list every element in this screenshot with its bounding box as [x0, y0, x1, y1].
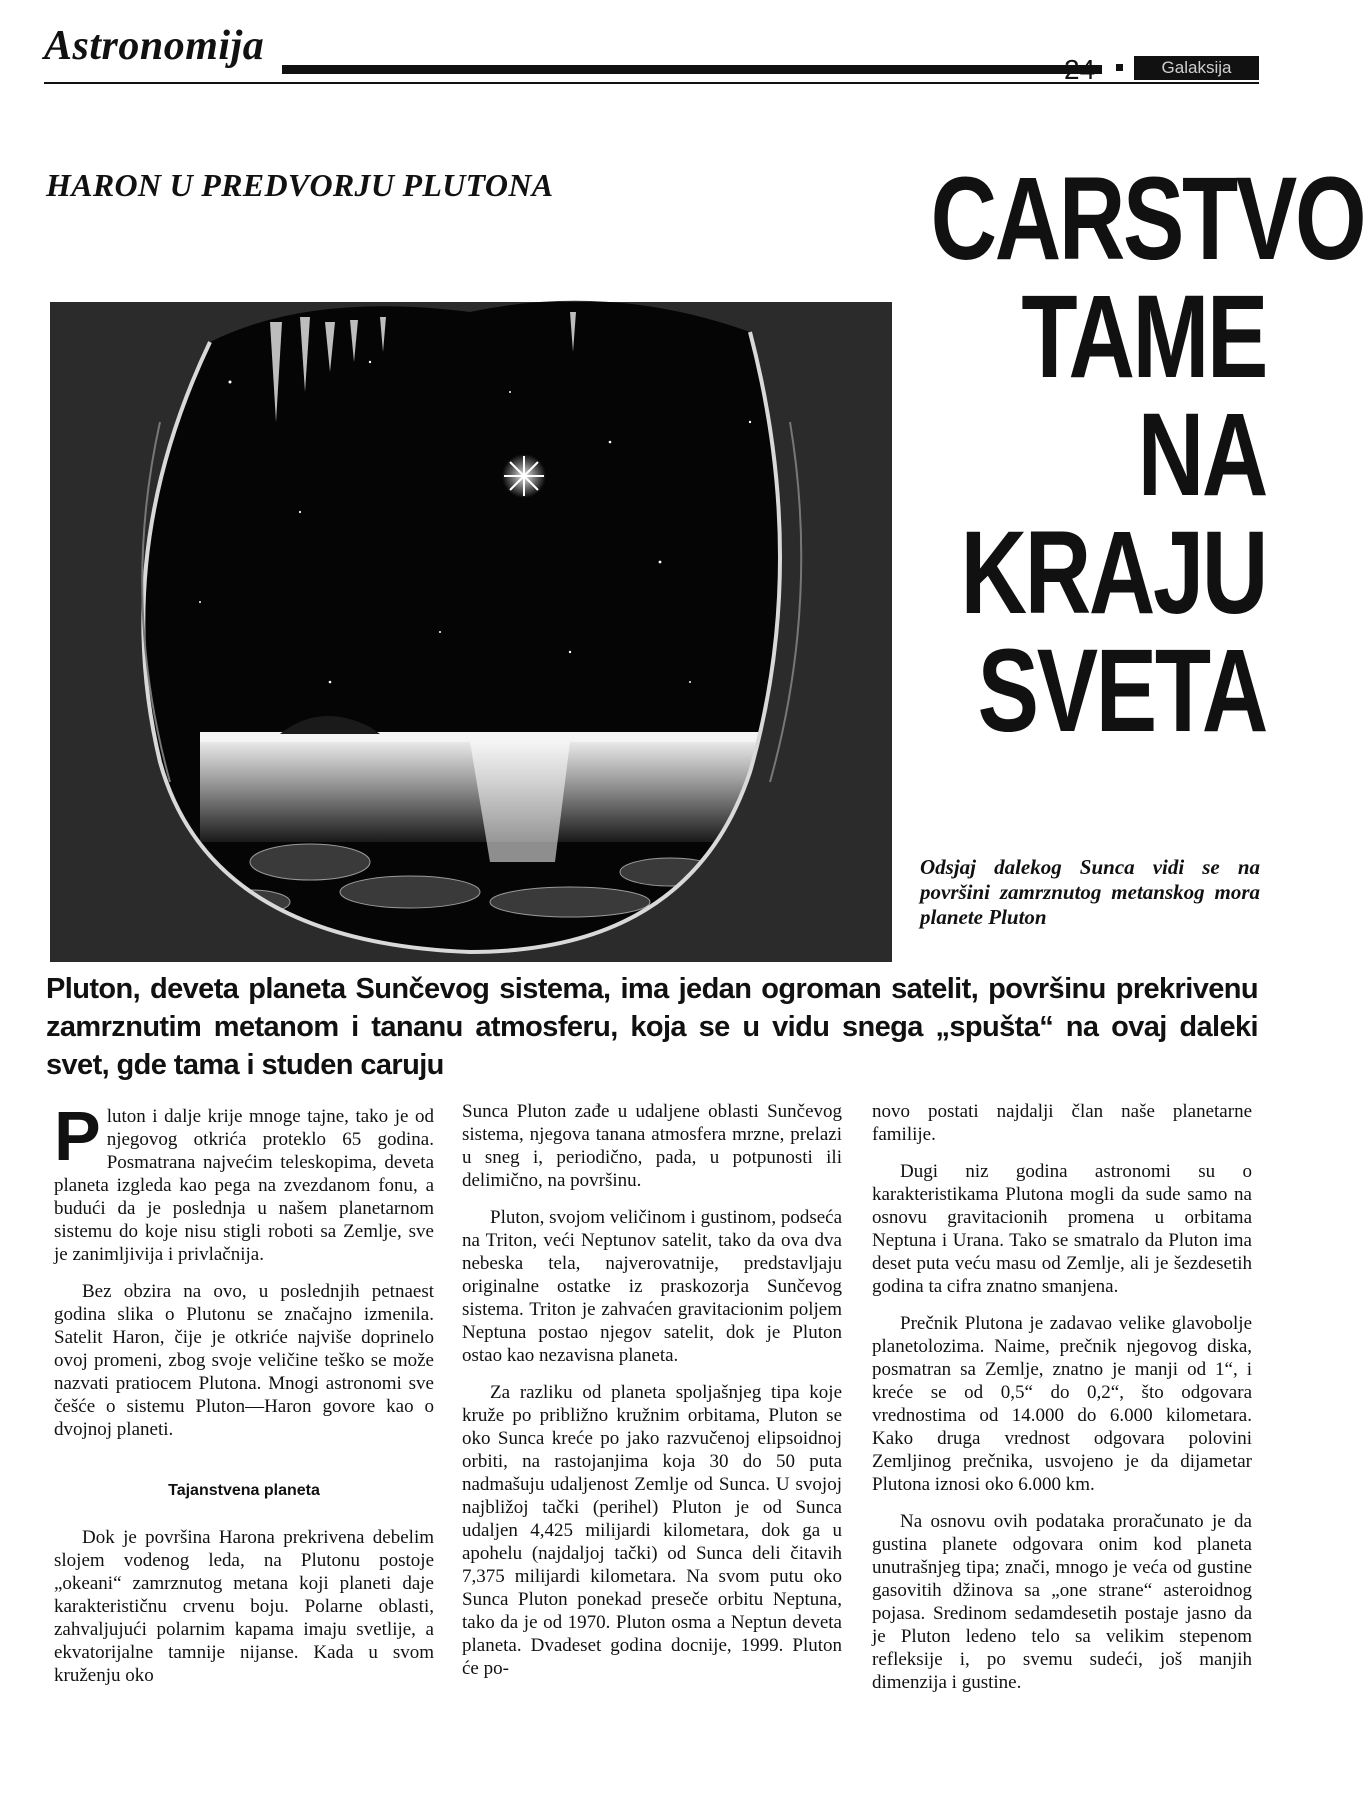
article-column-3: [872, 1100, 1252, 1708]
drop-cap: P: [54, 1097, 101, 1175]
magazine-name: Galaksija: [1134, 56, 1259, 80]
article-headline: [930, 153, 1364, 757]
image-caption: Odsjaj dalekog Sunca vidi se na površini zamrznutog metanskog mora planete Pluton: [920, 855, 1260, 929]
paragraph: Na osnovu ovih podataka proračunato je da gustina planete odgovara onim kod planeta unutrašnjeg tipa; znači, mnogo je veća od gustine gasovitih džinova sa „one strane“ asteroidnog pojasa. Sredinom sedamdesetih postaje jasno da je Pluton ledeno telo sa velikim stepenom refleksije i, po svemu sudeći, još manjih dimenzija i gustine.: [872, 1511, 1252, 1693]
paragraph: Pluton, svojom veličinom i gustinom, podseća na Triton, veći Neptunov satelit, tako da ova dva nebeska tela, najverovatnije, predstavljaju originalne ostatke iz praskozorja Sunčevog sistema. Triton je zahvaćen gravitacionim poljem Neptuna postao njegov satelit, dok je Pluton ostao kao nezavisna planeta.: [462, 1207, 843, 1366]
paragraph: novo postati najdalji član naše planetarne familije.: [872, 1101, 1252, 1145]
paragraph: Dok je površina Harona prekrivena debelim slojem vodenog leda, na Plutonu postoje „okeani“ zamrznutog metana koji planeti daje karakterističnu crvenu boju. Polarne oblasti, zahvaljujući polarnim kapama imaju svetlije, a ekvatorijalne tamnije nijanse. Kada u svom kruženju oko: [54, 1527, 434, 1686]
headline-line: TAME: [1021, 271, 1266, 403]
headline-line: SVETA: [977, 625, 1266, 757]
section-title: Astronomija: [44, 23, 265, 69]
pluton-illustration: [50, 302, 892, 962]
headline-line: CARSTVO: [930, 153, 1364, 285]
paragraph: Bez obzira na ovo, u poslednjih petnaest godina slika o Plutonu se značajno izmenila. Satelit Haron, čije je otkriće najviše doprinelo ovoj promeni, zbog svoje veličine teško se može nazvati pratiocem Plutona. Mnogi astronomi sve češće o sistemu Pluton—Haron govore kao o dvojnoj planeti.: [54, 1281, 434, 1440]
article-kicker: HARON U PREDVORJU PLUTONA: [46, 167, 554, 203]
article-lead: Pluton, deveta planeta Sunčevog sistema, ima jedan ogroman satelit, površinu prekrivenu zamrznutim metanom i tananu atmosferu, koja se u vidu snega „spušta“ na ovaj daleki svet, gde tama i studen caruju: [46, 973, 1258, 1081]
page-header: [44, 22, 1259, 84]
paragraph-text: luton i dalje krije mnoge tajne, tako je od njegovog otkrića proteklo 65 godina. Posmatrana najvećim teleskopima, deveta planeta izgleda kao pega na zvezdanom fonu, a budući da je poslednja u našem planetarnom sistemu do koje nisu stigli roboti sa Zemlje, sve je zanimljivija i privlačnija.: [54, 1106, 434, 1265]
article-column-1: [54, 1097, 434, 1701]
header-rule: [282, 65, 1102, 74]
paragraph: [54, 1097, 434, 1266]
article-subhead: Tajanstvena planeta: [168, 1482, 320, 1499]
paragraph: Sunca Pluton zađe u udaljene oblasti Sunčevog sistema, njegova tanana atmosfera mrzne, prelazi u sneg i, periodično, pada, u potpunosti ili delimično, na površinu.: [462, 1101, 842, 1191]
paragraph: Dugi niz godina astronomi su o karakteristikama Plutona mogli da sude samo na osnovu gravitacionih promena u orbitama Neptuna i Urana. Tako se smatralo da Pluton ima deset puta veću masu od Zemlje, ali je šezdesetih godina ta cifra znatno smanjena.: [872, 1161, 1252, 1297]
headline-line: KRAJU: [960, 507, 1266, 639]
article-column-2: [462, 1100, 842, 1694]
page-number: 24: [1064, 54, 1096, 85]
paragraph: Prečnik Plutona je zadavao velike glavobolje planetolozima. Naime, prečnik njegovog diska, posmatran sa Zemlje, znatno je manji od 1“, i kreće se od 0,5“ do 0,2“, što odgovara vrednostima od 14.000 do 6.000 kilometara. Kako druga vrednost odgovara polovini Zemljinog prečnika, usvojeno je da dijametar Plutona iznosi oko 6.000 km.: [872, 1313, 1252, 1495]
bullet-separator: [1116, 64, 1123, 71]
paragraph: Za razliku od planeta spoljašnjeg tipa koje kruže po približno kružnim orbitama, Pluton se oko Sunca kreće po jako razvučenoj elipsoidnoj orbiti, na rastojanjima koja 30 do 50 puta nadmašuju udaljenost Zemlje od Sunca. U svojoj najbližoj tački (perihel) Pluton je od Sunca udaljen 4,425 milijardi kilometara, dok ga u apohelu (najdaljoj tački) od Sunca deli čitavih 7,375 milijardi kilometara. Na svom putu oko Sunca Pluton ponekad preseče orbitu Neptuna, tako da je od 1970. Pluton osma a Neptun deveta planeta. Dvadeset godina docnije, 1999. Pluton će po-: [462, 1382, 842, 1679]
headline-line: NA: [1137, 389, 1266, 521]
ice-cave-artwork: [50, 302, 892, 962]
